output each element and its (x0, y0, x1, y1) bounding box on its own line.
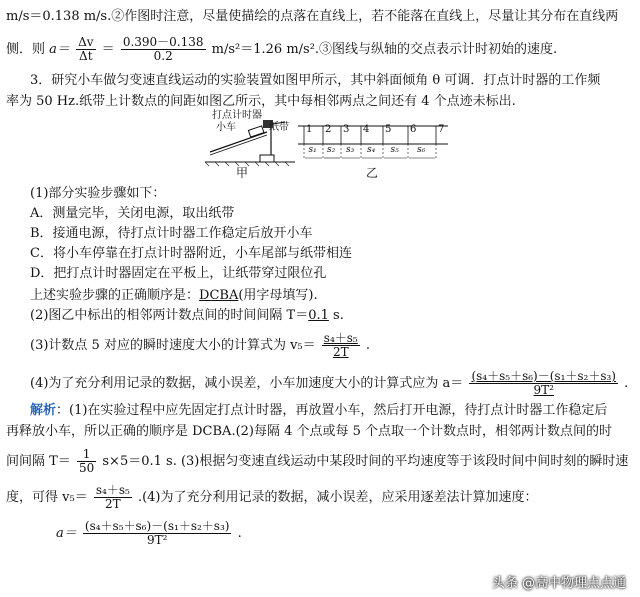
fraction-numerator: 0.390－0.138 (122, 35, 204, 49)
step-a: A．测量完毕，关闭电源，取出纸带 (30, 206, 235, 221)
solution-line-3 (6, 448, 628, 475)
tape-segment-label: s₅ (390, 145, 399, 155)
tape-point-label: 1 (306, 124, 313, 135)
fraction-denominator: 50 (78, 461, 95, 475)
step-b: B．接通电源，待打点计时器工作稳定后放开小车 (30, 226, 313, 241)
part-4-suffix: . (624, 376, 629, 391)
solution-line-5 (56, 520, 242, 547)
tape-point-label: 2 (325, 124, 332, 135)
label-timer: 打点计时器 (212, 110, 262, 121)
solution-line-2: 再释放小车，所以正确的顺序是 DCBA.(2)每隔 4 个点或每 5 个点取一个计数点时，相邻两计数点间的时 (6, 424, 613, 439)
tape-segment-label: s₆ (417, 145, 426, 155)
order-answer: DCBA (199, 288, 239, 303)
part-2-line (30, 308, 344, 324)
solution-5-prefix: a＝ (56, 526, 77, 541)
part-4-answer-fraction (469, 370, 618, 397)
step-d: D．把打点计时器固定在平板上，让纸带穿过限位孔 (30, 266, 327, 281)
solution-3-suffix: s×5＝0.1 s. (3)根据匀变速直线运动中某段时间的平均速度等于该段时间中间时刻的瞬时速 (102, 454, 629, 469)
question-line-2: 率为 50 Hz.纸带上计数点的间距如图乙所示，其中每相邻两点之间还有 4 个点迹未标出. (6, 94, 516, 109)
part-2-prefix: (2)图乙中标出的相邻两计数点间的时间间隔 T＝ (30, 308, 309, 323)
order-suffix: (用字母填写). (238, 288, 318, 303)
solution-label: 解析 (30, 403, 57, 418)
tape-point-label: 6 (410, 124, 417, 135)
intro-line-2-prefix: 侧．则 (6, 42, 46, 57)
fraction-numerator: (s₄＋s₅＋s₆)－(s₁＋s₂＋s₃) (84, 519, 230, 533)
caption-jia: 甲 (236, 166, 249, 180)
solution-line-1 (30, 403, 607, 419)
tape-point-label: 5 (385, 124, 392, 135)
fraction-numerator: (s₄＋s₅＋s₆)－(s₁＋s₂＋s₃) (471, 369, 616, 383)
fraction-numerator: Δv (78, 35, 94, 49)
part-1-heading: (1)部分实验步骤如下： (30, 186, 166, 201)
cart-body (248, 126, 264, 137)
order-prefix: 上述实验步骤的正确顺序是： (30, 288, 200, 303)
fraction-numerator: 1 (77, 448, 96, 462)
tape-point-label: 4 (363, 124, 370, 135)
solution-5-suffix: . (237, 526, 242, 541)
part-3-line (30, 332, 370, 359)
solution-line-4 (6, 484, 538, 511)
figure-yi-tape (298, 122, 448, 164)
incline-plane-edge (210, 135, 267, 155)
solution-3-prefix: 间间隔 T＝ (6, 454, 71, 469)
part-3-answer-fraction (322, 332, 360, 359)
tape-point-label: 7 (438, 124, 445, 135)
stand-base (260, 155, 274, 162)
order-line (30, 288, 318, 304)
fraction-v5 (94, 484, 132, 511)
solution-4-suffix: .(4)为了充分利用记录的数据，减小误差，应采用逐差法计算加速度： (137, 490, 538, 505)
solution-text-1: ：(1)在实验过程中应先固定打点计时器，再放置小车，然后打开电源，待打点计时器工作稳定后 (56, 403, 608, 418)
intro-line-2-suffix: m/s²＝1.26 m/s².③图线与纵轴的交点表示计时初始的速度. (211, 42, 558, 57)
fraction-denominator: 2T (332, 345, 349, 359)
fraction-numerator: s₄＋s₅ (323, 331, 358, 345)
tape-segment-label: s₂ (327, 145, 336, 155)
intro-line-2 (6, 36, 557, 63)
tape-point-label: 3 (343, 124, 350, 135)
question-line-1: 3．研究小车做匀变速直线运动的实验装置如图甲所示，其中斜面倾角 θ 可调．打点计时器的工作频 (30, 73, 601, 88)
fraction-dv-dt (76, 36, 95, 63)
part-4-line (30, 370, 628, 397)
fraction-denominator: 9T² (533, 383, 554, 397)
part-2-answer: 0.1 (308, 308, 329, 323)
fraction-denominator: Δt (79, 49, 93, 63)
equals-sign: ＝ (101, 42, 115, 57)
fraction-denominator: 0.2 (153, 49, 173, 63)
tape-segment-label: s₃ (346, 145, 355, 155)
part-2-suffix: s. (328, 308, 344, 323)
caption-yi: 乙 (366, 166, 379, 180)
tape-segment-label: s₄ (367, 145, 376, 155)
fraction-denominator: 9T² (146, 533, 168, 547)
tape-segment-label: s₁ (308, 145, 317, 155)
watermark-text: 头条 @高中物理点点通 (491, 576, 626, 591)
intro-a-eq: a＝ (49, 42, 70, 57)
fraction-numerator: s₄＋s₅ (95, 483, 130, 497)
step-c: C．将小车停靠在打点计时器附近，小车尾部与纸带相连 (30, 246, 352, 261)
part-4-prefix: (4)为了充分利用记录的数据，减小误差，小车加速度大小的计算式应为 a＝ (30, 376, 464, 391)
solution-4-prefix: 度，可得 v₅＝ (6, 490, 88, 505)
fraction-one-fiftieth (77, 448, 96, 475)
label-tape: 纸带 (269, 122, 289, 133)
incline-plane (210, 132, 267, 152)
label-car: 小车 (216, 122, 236, 133)
part-3-prefix: (3)计数点 5 对应的瞬时速度大小的计算式为 v₅＝ (30, 338, 316, 353)
fraction-acceleration (83, 520, 232, 547)
intro-line-1: m/s＝0.138 m/s.②作图时注意，尽量使描绘的点落在直线上，若不能落在直线上，尽量让其分布在直线两 (6, 9, 619, 24)
part-3-suffix: . (365, 338, 371, 353)
fraction-denominator: 2T (105, 497, 121, 511)
fraction-values (121, 36, 206, 63)
